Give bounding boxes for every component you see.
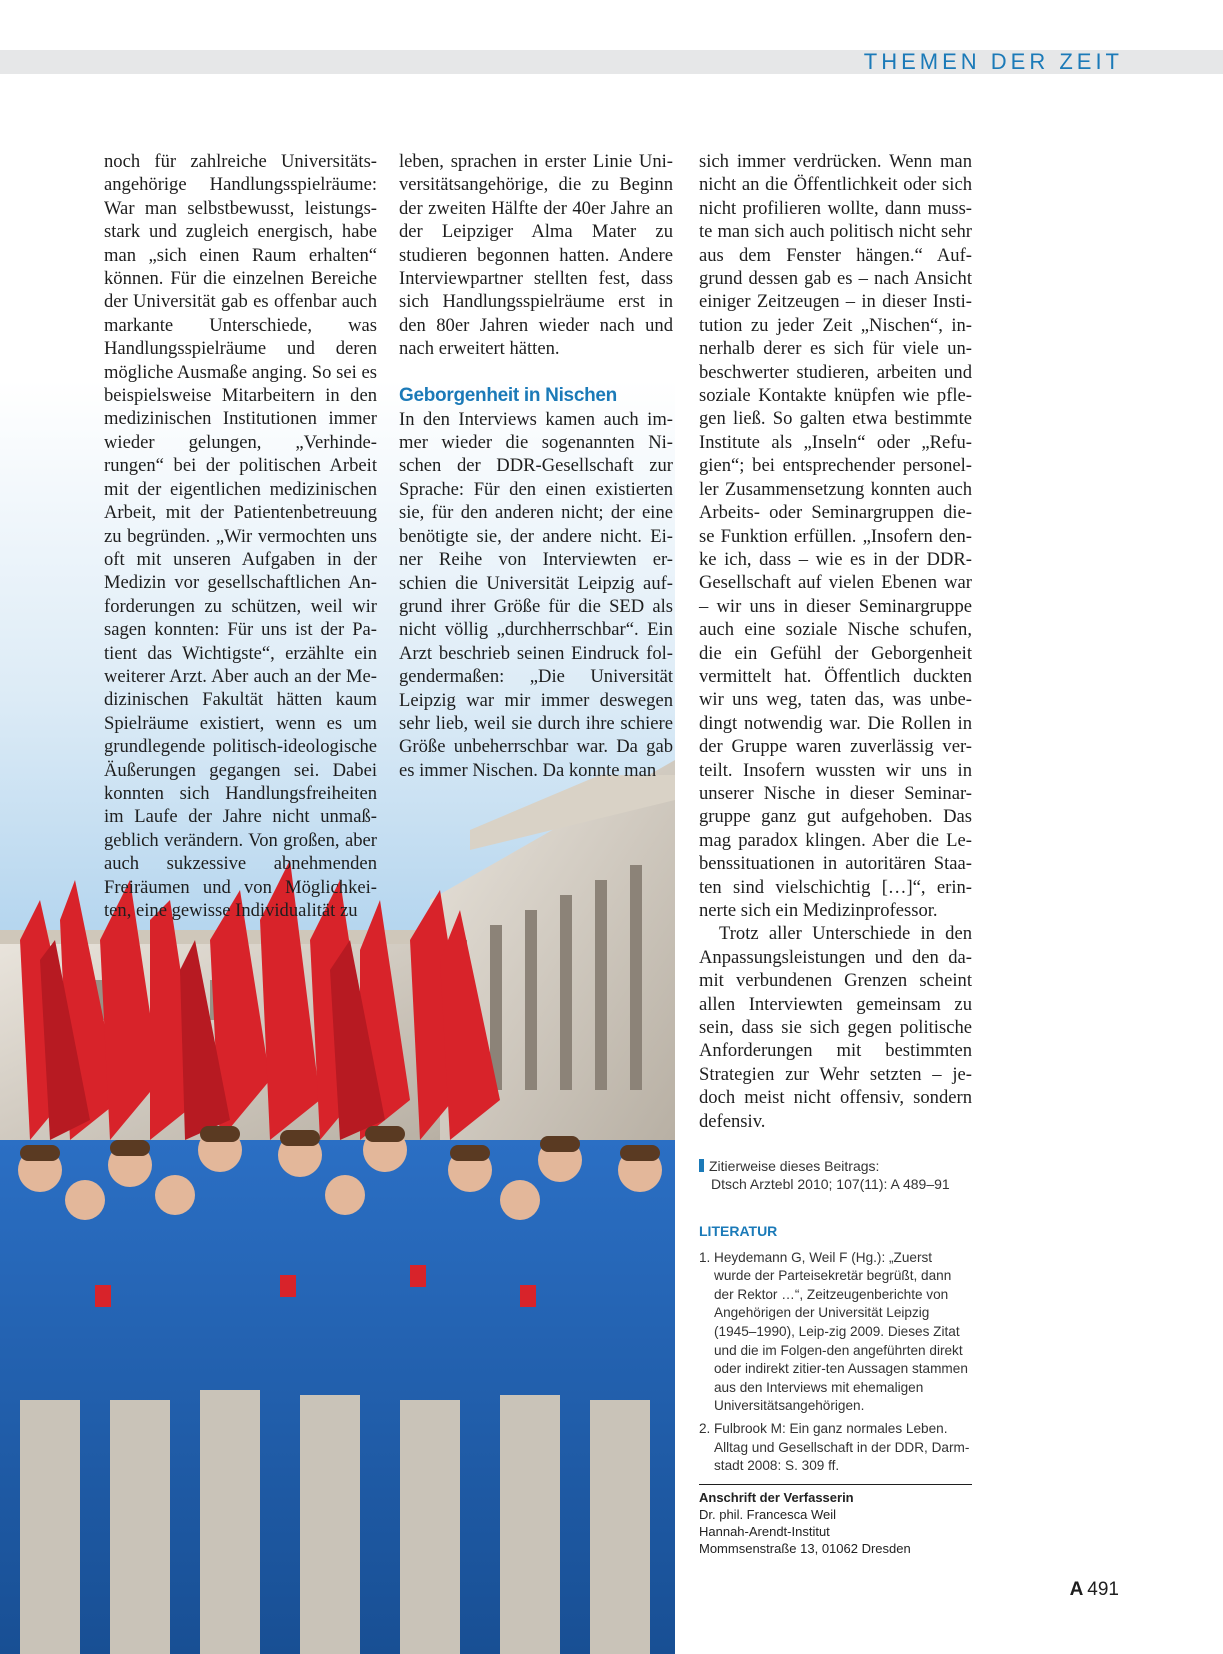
body-paragraph: In den Interviews kamen auch im-mer wieder die sogenannten Ni-schen der DDR-Gesellschaft zur Sprache: Für den einen existierten sie, für den anderen nicht; der eine benötigte sie, der andere nicht. Ei-ner Reihe von Interviewten er-schien die Universität Leipzig auf-grund ihrer Größe für die SED als nicht völlig „durchherrschbar“. Ein Arzt beschrieb seinen Eindruck fol-gendermaßen: „Die Universität Leipzig war mir immer deswegen sehr lieb, weil sie durch ihre schiere Größe unbeherrschbar war. Da gab es immer Nischen. Da konnte man	[399, 408, 673, 781]
citation-label: Zitierweise dieses Beitrags:	[709, 1158, 880, 1174]
citation-reference: Dtsch Arztebl 2010; 107(11): A 489–91	[711, 1176, 950, 1192]
literature-section	[699, 1222, 971, 1480]
body-paragraph: leben, sprachen in erster Linie Uni-versitätsangehörige, die zu Beginn der zweiten Hälfte der 40er Jahre an der Leipziger Alma Mater zu studieren begonnen hatten. Andere Interviewpartner stellten fest, dass sich Handlungsspielräume erst in den 80er Jahren wieder nach und nach erweitert hätten.	[399, 151, 673, 360]
citation-marker-icon	[699, 1159, 704, 1172]
address-title: Anschrift der Verfasserin	[699, 1490, 854, 1505]
address-line: Dr. phil. Francesca Weil	[699, 1507, 837, 1522]
literature-item-number: 1.	[699, 1249, 711, 1265]
body-paragraph: sich immer verdrücken. Wenn man nicht an die Öffentlichkeit oder sich nicht profilieren wollte, dann muss-te man sich auch politisch nicht sehr aus dem Fenster hängen.“ Auf-grund dessen gab es – nach Ansicht einiger Zeitzeugen – in dieser Insti-tution zu jeder Zeit „Nischen“, in-nerhalb derer es sich für viele un-beschwerter studieren, arbeiten und soziale Kontakte knüpfen wie pfle-gen ließ. So galten etwa bestimmte Institute als „Inseln“ oder „Refu-gien“; bei entsprechender personel-ler Zusammensetzung konnten auch Arbeits- oder Seminargruppen die-se Funktion erfüllen. „Insofern den-ke ich, dass – wie es in der DDR-Gesellschaft auf vielen Ebenen war – wir uns in dieser Seminargruppe auch eine soziale Nische schufen, die ein Gefühl der Geborgenheit vermittelt hat. Öffentlich duckten wir uns weg, taten das, was unbe-dingt notwendig war. Die Rollen in der Gruppe waren zuverlässig ver-teilt. Insofern wussten wir uns in unserer Nische in dieser Seminar-gruppe ganz gut aufgehoben. Das mag paradox klingen. Aber die Le-benssituationen in autoritären Staa-ten sind vielschichtig […]“, erin-nerte sich ein Medizinprofessor.	[699, 151, 972, 921]
page-number-value: 491	[1087, 1579, 1119, 1600]
page-prefix: A	[1069, 1579, 1084, 1600]
literature-item-number: 2.	[699, 1420, 711, 1436]
literature-item-text: Heydemann G, Weil F (Hg.): „Zuerst wurde der Parteisekretär begrüßt, dann der Rektor …“, Zeitzeugenberichte von Angehörigen der Universität Leipzig (1945–1990), Leip-zig 2009. Dieses Zitat und die im Folgen-den angeführten direkt oder indirekt zitier-ten Aussagen stammen aus den Interviews mit ehemaligen Universitätsangehörigen.	[714, 1249, 968, 1414]
subheading: Geborgenheit in Nischen	[399, 384, 617, 406]
literature-item	[699, 1249, 971, 1416]
author-address	[699, 1484, 972, 1557]
page-number	[1070, 1579, 1119, 1601]
literature-title: LITERATUR	[699, 1223, 778, 1239]
literature-item	[699, 1420, 971, 1476]
citation-box	[699, 1157, 979, 1193]
address-line: Hannah-Arendt-Institut	[699, 1524, 830, 1539]
column-1	[104, 150, 377, 922]
body-paragraph: noch für zahlreiche Universitäts-angehörige Handlungsspielräume: War man selbstbewusst, leistungs-stark und zugleich energisch, habe man „sich einen Raum erhalten“ können. Für die einzelnen Bereiche der Universität gab es offenbar auch markante Unterschiede, was Handlungsspielräume und deren mögliche Ausmaße anging. So sei es beispielsweise Mitarbeitern in den medizinischen Institutionen immer wieder gelungen, „Verhinde-rungen“ bei der politischen Arbeit mit der eigentlichen medizinischen Arbeit, mit der Patientenbetreuung zu begründen. „Wir vermochten uns oft mit unseren Aufgaben in der Medizin vor gesellschaftlichen An-forderungen zu schützen, weil wir sagen konnten: Für uns ist der Pa-tient das Wichtigste“, erzählte ein weiterer Arzt. Aber auch an der Me-dizinischen Fakultät hätten kaum Spielräume existiert, wenn es um grundlegende politisch-ideologische Äußerungen gegangen sei. Dabei konnten sich Handlungsfreiheiten im Laufe der Jahre nicht unmaß-geblich verändern. Von großen, aber auch sukzessive abnehmenden Freiräumen und von Möglichkei-ten, eine gewisse Individualität zu	[104, 151, 377, 921]
column-3	[699, 150, 972, 1133]
literature-item-text: Fulbrook M: Ein ganz normales Leben. Alltag und Gesellschaft in der DDR, Darm-stadt 2008: S. 309 ff.	[714, 1420, 970, 1474]
literature-list	[699, 1249, 971, 1476]
address-line: Mommsenstraße 13, 01062 Dresden	[699, 1541, 911, 1556]
section-label: THEMEN DER ZEIT	[863, 49, 1123, 74]
column-2	[399, 150, 673, 782]
body-paragraph: Trotz aller Unterschiede in den Anpassungsleistungen und den da-mit verbundenen Grenzen scheint allen Interviewten gemeinsam zu sein, dass sie sich gegen politische Anforderungen mit bestimmten Strategien zur Wehr setzten – je-doch meist nicht offensiv, sondern defensiv.	[699, 923, 972, 1132]
